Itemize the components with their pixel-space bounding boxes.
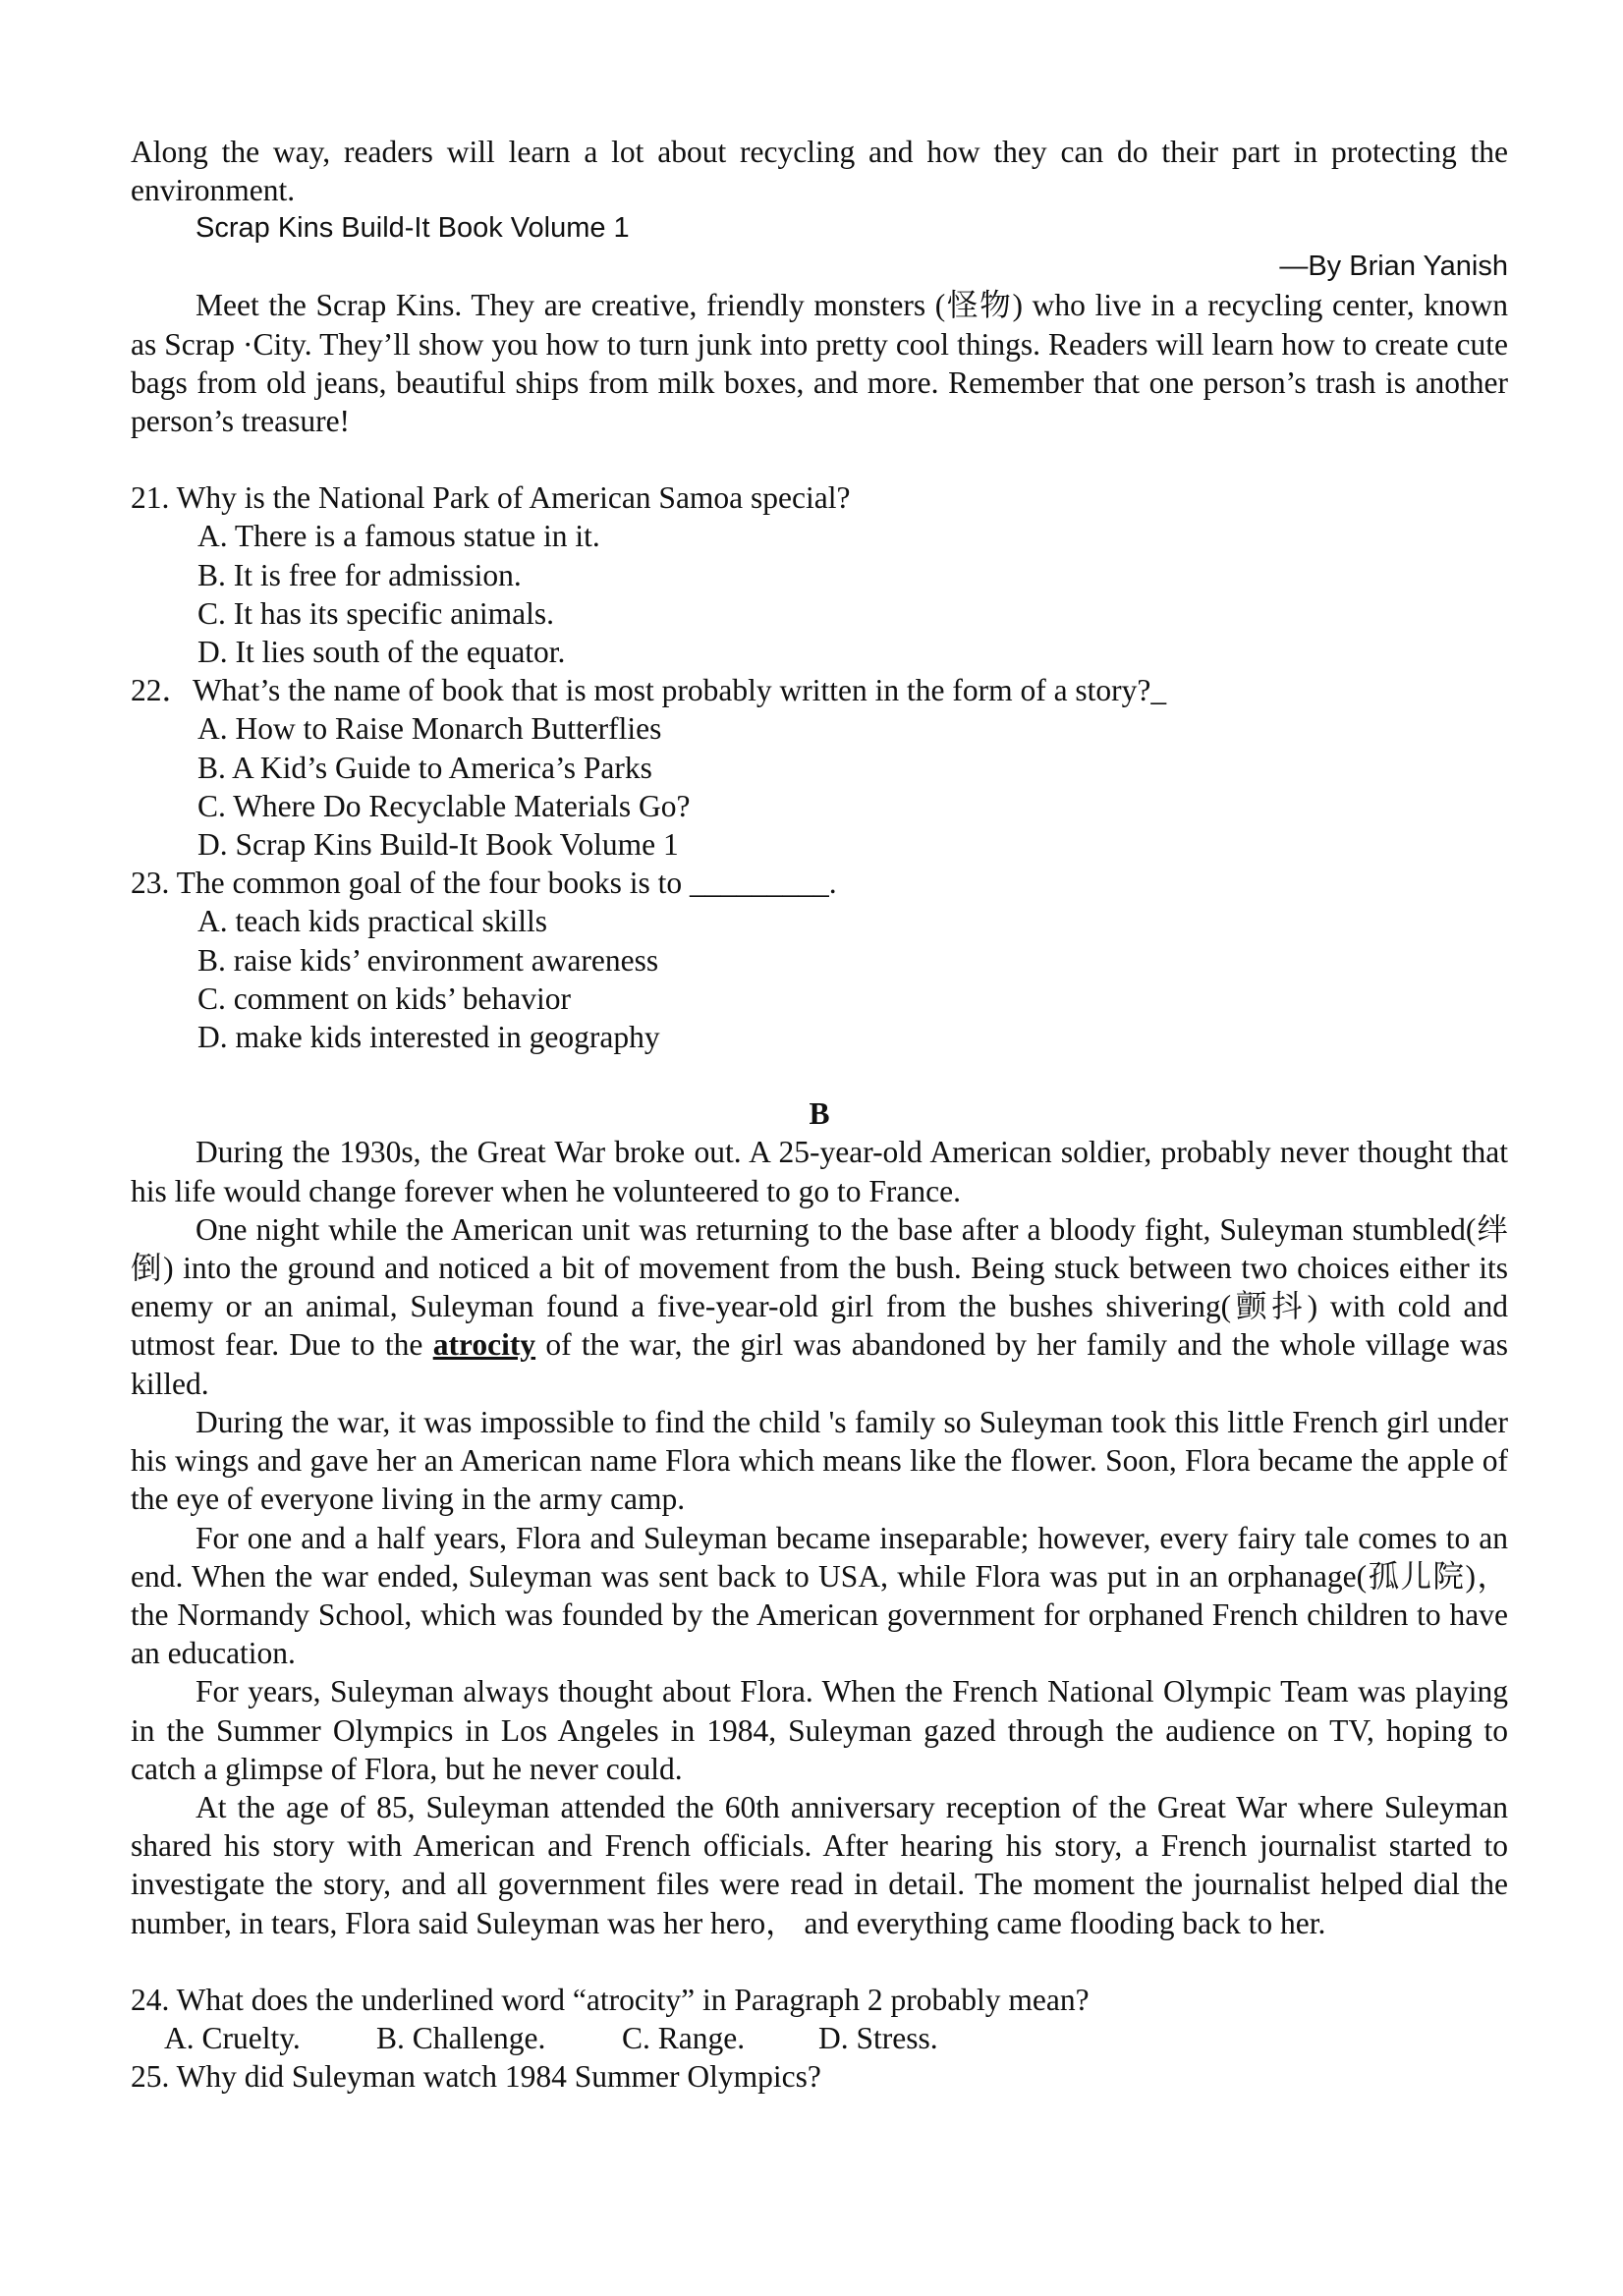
passage-paragraph-5: For years, Suleyman always thought about Flora. When the French National Olympic Team was playing in the Summer Olympics in Los Angeles in 1984, Suleyman gazed through the audience on TV, hoping to catch a glimpse of Flora, but he never could.: [131, 1674, 1508, 1786]
option-d: D. Scrap Kins Build-It Book Volume 1: [197, 827, 679, 863]
paragraph-text: One night while the American unit was returning to the base after a bloody fight, Suleyman stumbled(绊倒) into the ground and noticed a bit of movement from the bush. Being stuck between two choices either its enemy or an animal, Suleyman found a five-year-old girl from the bushes shivering(颤抖) with cold and utmost fear. Due to the: [131, 1211, 1508, 1363]
option-b: B. It is free for admission.: [197, 557, 522, 592]
option-b: B. Challenge.: [376, 2020, 546, 2055]
question-21: [131, 478, 1508, 671]
question-25-stem: 25. Why did Suleyman watch 1984 Summer Olympics?: [131, 2059, 821, 2095]
option-c: C. It has its specific animals.: [197, 595, 555, 631]
question-23: [131, 864, 1508, 1056]
question-22: [131, 671, 1508, 864]
passage-paragraph-6: At the age of 85, Suleyman attended the 60th anniversary reception of the Great War where Suleyman shared his story with American and French officials. After hearing his story, a French journalist started to investigate the story, and all government files were read in detail. The moment the journalist helped dial the number, in tears, Flora said Suleyman was her hero， and everything came flooding back to her.: [131, 1789, 1508, 1940]
option-c: C. Range.: [622, 2020, 746, 2055]
underlined-word: atrocity: [432, 1327, 536, 1363]
option-a: A. There is a famous statue in it.: [197, 519, 600, 554]
option-d: D. Stress.: [818, 2020, 938, 2055]
option-b: B. raise kids’ environment awareness: [197, 942, 659, 978]
option-a: A. Cruelty.: [164, 2020, 301, 2055]
option-d: D. It lies south of the equator.: [197, 635, 566, 670]
question-24-options: [131, 2019, 1508, 2057]
passage-paragraph-3: During the war, it was impossible to find the child 's family so Suleyman took this little French girl under his wings and gave her an American name Flora which means like the flower. Soon, Flora became the apple of the eye of everyone living in the army camp.: [131, 1404, 1508, 1517]
passage-paragraph-2: [131, 1210, 1508, 1403]
option-a: A. How to Raise Monarch Butterflies: [197, 711, 662, 747]
question-stem: 22．What’s the name of book that is most probably written in the form of a story?_: [131, 673, 1167, 708]
book-title: Scrap Kins Build-It Book Volume 1: [196, 212, 630, 245]
intro-paragraph-end: Along the way, readers will learn a lot about recycling and how they can do their part in protecting the environment.: [131, 135, 1508, 208]
question-stem: 23. The common goal of the four books is to _________.: [131, 866, 837, 901]
option-a: A. teach kids practical skills: [197, 904, 548, 939]
option-c: C. comment on kids’ behavior: [197, 980, 571, 1016]
option-c: C. Where Do Recyclable Materials Go?: [197, 788, 691, 823]
question-stem: 21. Why is the National Park of American Samoa special?: [131, 480, 851, 516]
spacer: [131, 1056, 1508, 1094]
exam-page: [131, 133, 1508, 2096]
option-b: B. A Kid’s Guide to America’s Parks: [197, 750, 652, 785]
passage-paragraph-4: For one and a half years, Flora and Suleyman became inseparable; however, every fairy tale comes to an end. When the war ended, Suleyman was sent back to USA, while Flora was put in an orphanage(孤儿院)， the Normandy School, which was founded by the American government for orphaned French children to have an education.: [131, 1520, 1508, 1671]
book-author: —By Brian Yanish: [1279, 251, 1508, 283]
spacer: [131, 440, 1508, 478]
paragraph-text: of the war, the girl was abandoned by her family and the whole village was killed.: [131, 1327, 1508, 1401]
question-24-stem: 24. What does the underlined word “atrocity” in Paragraph 2 probably mean?: [131, 1982, 1090, 2017]
option-d: D. make kids interested in geography: [197, 1020, 660, 1055]
spacer: [131, 1942, 1508, 1981]
book-description: Meet the Scrap Kins. They are creative, friendly monsters (怪物) who live in a recycling center, known as Scrap ·City. They’ll show you how to turn junk into pretty cool things. Readers will learn how to create cute bags from old jeans, beautiful ships from milk boxes, and more. Remember that one person’s trash is another person’s treasure!: [131, 288, 1508, 439]
passage-paragraph-1: During the 1930s, the Great War broke out. A 25-year-old American soldier, probably never thought that his life would change forever when he volunteered to go to France.: [131, 1135, 1508, 1208]
section-heading: B: [809, 1096, 830, 1132]
